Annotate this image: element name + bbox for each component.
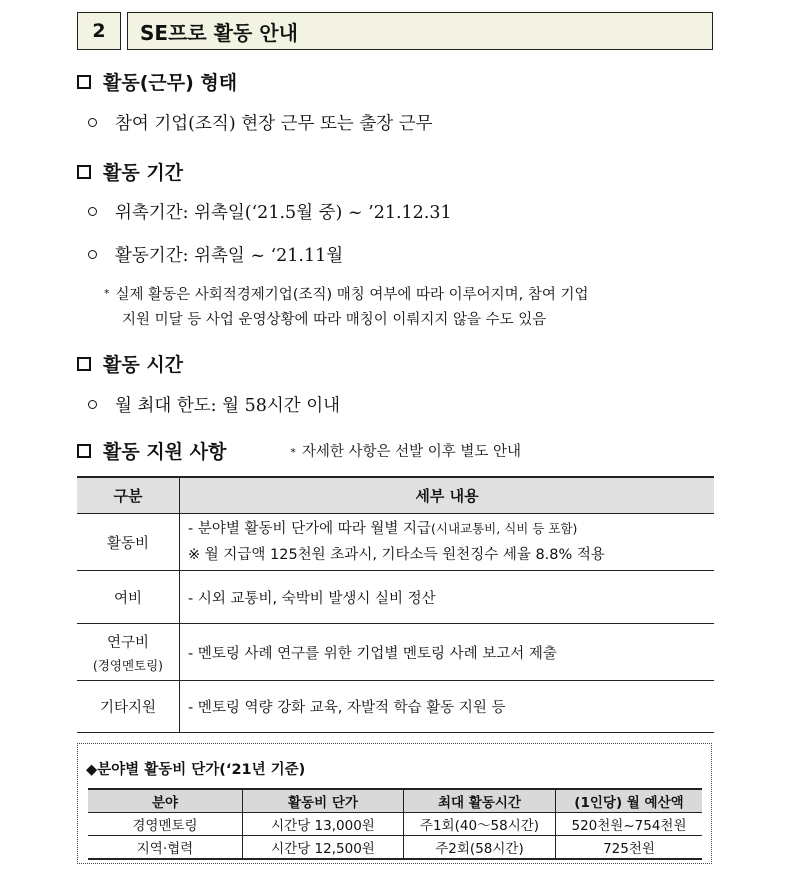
row-detail: - 멘토링 역량 강화 교육, 자발적 학습 활동 지원 등 [180,681,715,733]
table-row [77,624,714,681]
rates-header-max-hours: 최대 활동시간 [404,789,556,813]
section-number: 2 [77,12,121,50]
rates-title: ◆분야별 활동비 단가(‘21년 기준) [86,762,306,778]
section-title: SE프로 활동 안내 [127,12,713,50]
detail-line-2: ※ 월 지급액 125천원 초과시, 기타소득 원천징수 세율 8.8% 적용 [188,547,605,563]
checkbox-square-icon [77,444,91,458]
table-header-category: 구분 [77,477,180,514]
period-note [104,281,724,333]
bullet-activity-form [88,110,433,135]
row-category [77,624,180,681]
table-header-row [77,477,714,514]
rates-box [77,743,712,864]
support-note-text: 자세한 사항은 선발 이후 별도 안내 [301,444,522,460]
heading-activity-form [77,68,237,95]
rates-cell: 520천원~754천원 [556,813,703,836]
support-table [77,476,714,733]
checkbox-square-icon [77,165,91,179]
checkbox-square-icon [77,357,91,371]
heading-text: 활동 시간 [103,354,184,376]
table-row [88,813,702,836]
detail-line-1-note: (시내교통비, 식비 등 포함) [431,521,578,536]
row-detail: - 시외 교통비, 숙박비 발생시 실비 정산 [180,571,715,624]
heading-activity-support [77,437,521,464]
table-row [77,681,714,733]
checkbox-square-icon [77,75,91,89]
heading-activity-period [77,158,183,185]
heading-text: 활동 기간 [103,162,184,184]
heading-text: 활동(근무) 형태 [103,72,238,94]
bullet-activity-period [88,242,343,267]
bullet-appointment-period [88,199,452,224]
rates-header-monthly-budget: (1인당) 월 예산액 [556,789,703,813]
bullet-text: 참여 기업(조직) 현장 근무 또는 출장 근무 [115,114,433,134]
rates-cell: 시간당 12,500원 [243,836,404,860]
section-header [77,12,713,52]
rates-header-field: 분야 [88,789,243,813]
table-row [77,571,714,624]
rates-cell: 지역·협력 [88,836,243,860]
row-detail [180,514,715,571]
circle-bullet-icon [88,400,97,409]
row-detail: - 멘토링 사례 연구를 위한 기업별 멘토링 사례 보고서 제출 [180,624,715,681]
rates-table [88,788,702,860]
heading-text: 활동 지원 사항 [103,441,227,463]
bullet-text: 활동기간: 위촉일 ~ ‘21.11월 [115,246,344,266]
row-category-sub: (경영멘토링) [92,657,164,673]
row-category: 활동비 [77,514,180,571]
bullet-text: 위촉기간: 위촉일(‘21.5월 중) ~ ’21.12.31 [115,203,452,223]
circle-bullet-icon [88,118,97,127]
row-category: 여비 [77,571,180,624]
note-line-1: 실제 활동은 사회적경제기업(조직) 매칭 여부에 따라 이루어지며, 참여 기업 [115,287,589,303]
table-header-detail: 세부 내용 [180,477,715,514]
detail-line-1: - 분야별 활동비 단가에 따라 월별 지급 [188,521,431,537]
rates-cell: 시간당 13,000원 [243,813,404,836]
rates-cell: 주1회(40～58시간) [404,813,556,836]
table-row [88,836,702,860]
bullet-text: 월 최대 한도: 월 58시간 이내 [115,396,341,416]
circle-bullet-icon [88,207,97,216]
heading-activity-hours [77,350,183,377]
support-note [290,440,521,461]
asterisk-icon: * [290,446,296,459]
rates-header-unit-price: 활동비 단가 [243,789,404,813]
row-category-main: 연구비 [106,634,150,651]
bullet-monthly-limit [88,392,340,417]
note-line-2: 지원 미달 등 사업 운영상황에 따라 매칭이 이뤄지지 않을 수도 있음 [122,312,547,328]
asterisk-icon: * [104,287,110,300]
rates-cell: 주2회(58시간) [404,836,556,860]
table-row [77,514,714,571]
rates-cell: 725천원 [556,836,703,860]
circle-bullet-icon [88,250,97,259]
rates-header-row [88,789,702,813]
row-category: 기타지원 [77,681,180,733]
rates-cell: 경영멘토링 [88,813,243,836]
